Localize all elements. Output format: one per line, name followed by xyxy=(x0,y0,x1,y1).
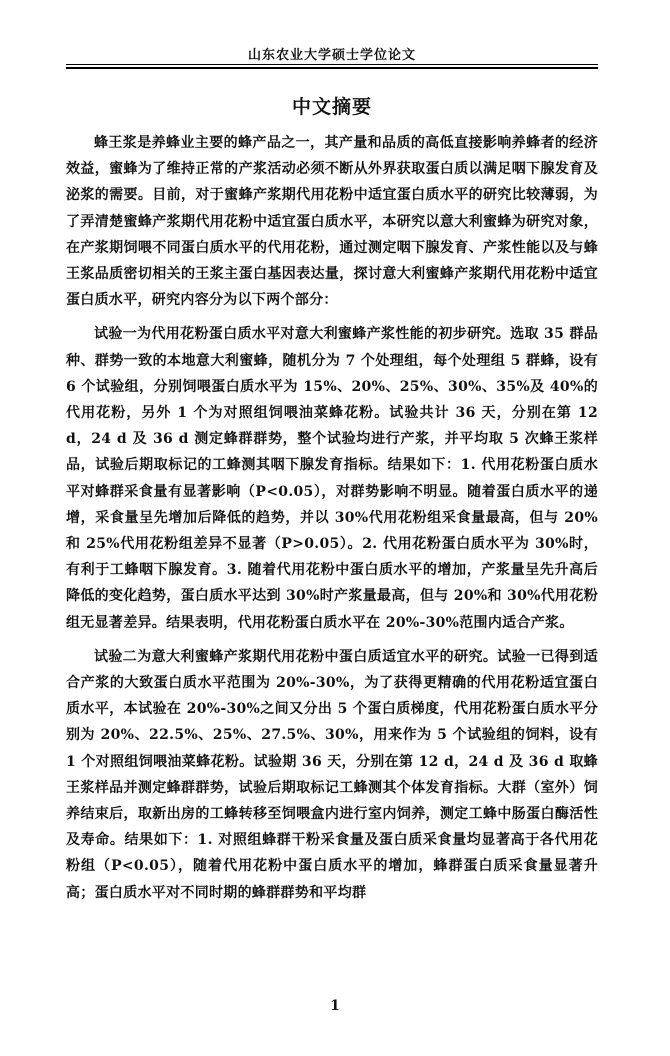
abstract-body xyxy=(66,130,598,906)
page-number: 1 xyxy=(330,998,340,1014)
header-rule-thick xyxy=(66,67,598,69)
paragraph-experiment-two: 试验二为意大利蜜蜂产浆期代用花粉中蛋白质适宜水平的研究。试验一已得到适合产浆的大致蛋白质水平范围为 20%-30%，为了获得更精确的代用花粉适宜蛋白质水平，本试验在 20%-30%之间又分出 5 个蛋白质梯度，代用花粉蛋白质水平分别为 20%、22.5%、25%、27.5%、30%，用来作为 5 个试验组的饲料，设有 1 个对照组饲喂油菜蜂花粉。试验期 36 天，分别在第 12 d，24 d 及 36 d 取蜂王浆样品并测定蜂群群势，试验后期取标记工蜂测其个体发育指标。大群（室外）饲养结束后，取新出房的工蜂转移至饲喂盒内进行室内饲养，测定工蜂中肠蛋白酶活性及寿命。结果如下：1. 对照组蜂群干粉采食量及蛋白质采食量均显著高于各代用花粉组（P<0.05），随着代用花粉中蛋白质水平的增加，蜂群蛋白质采食量显著升高；蛋白质水平对不同时期的蜂群群势和平均群 xyxy=(66,648,598,901)
abstract-title: 中文摘要 xyxy=(291,96,372,118)
paragraph-experiment-one: 试验一为代用花粉蛋白质水平对意大利蜜蜂产浆性能的初步研究。选取 35 群品种、群势一致的本地意大利蜜蜂，随机分为 7 个处理组，每个处理组 5 群蜂，设有 6 个试验组，分别饲喂蛋白质水平为 15%、20%、25%、30%、35%及 40%的代用花粉，另外 1 个为对照组饲喂油菜蜂花粉。试验共计 36 天，分别在第 12 d，24 d 及 36 d 测定蜂群群势，整个试验均进行产浆，并平均取 5 次蜂王浆样品，试验后期取标记的工蜂测其咽下腺发育指标。结果如下：1. 代用花粉蛋白质水平对蜂群采食量有显著影响（P<0.05），对群势影响不明显。随着蛋白质水平的递增，采食量呈先增加后降低的趋势，并以 30%代用花粉组采食量最高，但与 20%和 25%代用花粉组差异不显著（P>0.05）。2. 代用花粉蛋白质水平为 30%时，有利于工蜂咽下腺发育。3. 随着代用花粉中蛋白质水平的增加，产浆量呈先升高后降低的变化趋势，蛋白质水平达到 30%时产浆量最高，但与 20%和 30%代用花粉组无显著差异。结果表明，代用花粉蛋白质水平在 20%-30%范围内适合产浆。 xyxy=(66,326,598,631)
running-header: 山东农业大学硕士学位论文 xyxy=(247,48,416,63)
header-rule xyxy=(66,64,598,65)
paragraph-intro: 蜂王浆是养蜂业主要的蜂产品之一，其产量和品质的高低直接影响养蜂者的经济效益，蜜蜂为了维持正常的产浆活动必须不断从外界获取蛋白质以满足咽下腺发育及泌浆的需要。目前，对于蜜蜂产浆期代用花粉中适宜蛋白质水平的研究比较薄弱，为了弄清楚蜜蜂产浆期代用花粉中适宜蛋白质水平，本研究以意大利蜜蜂为研究对象，在产浆期饲喂不同蛋白质水平的代用花粉，通过测定咽下腺发育、产浆性能以及与蜂王浆品质密切相关的王浆主蛋白基因表达量，探讨意大利蜜蜂产浆期代用花粉中适宜蛋白质水平，研究内容分为以下两个部分： xyxy=(66,135,598,309)
